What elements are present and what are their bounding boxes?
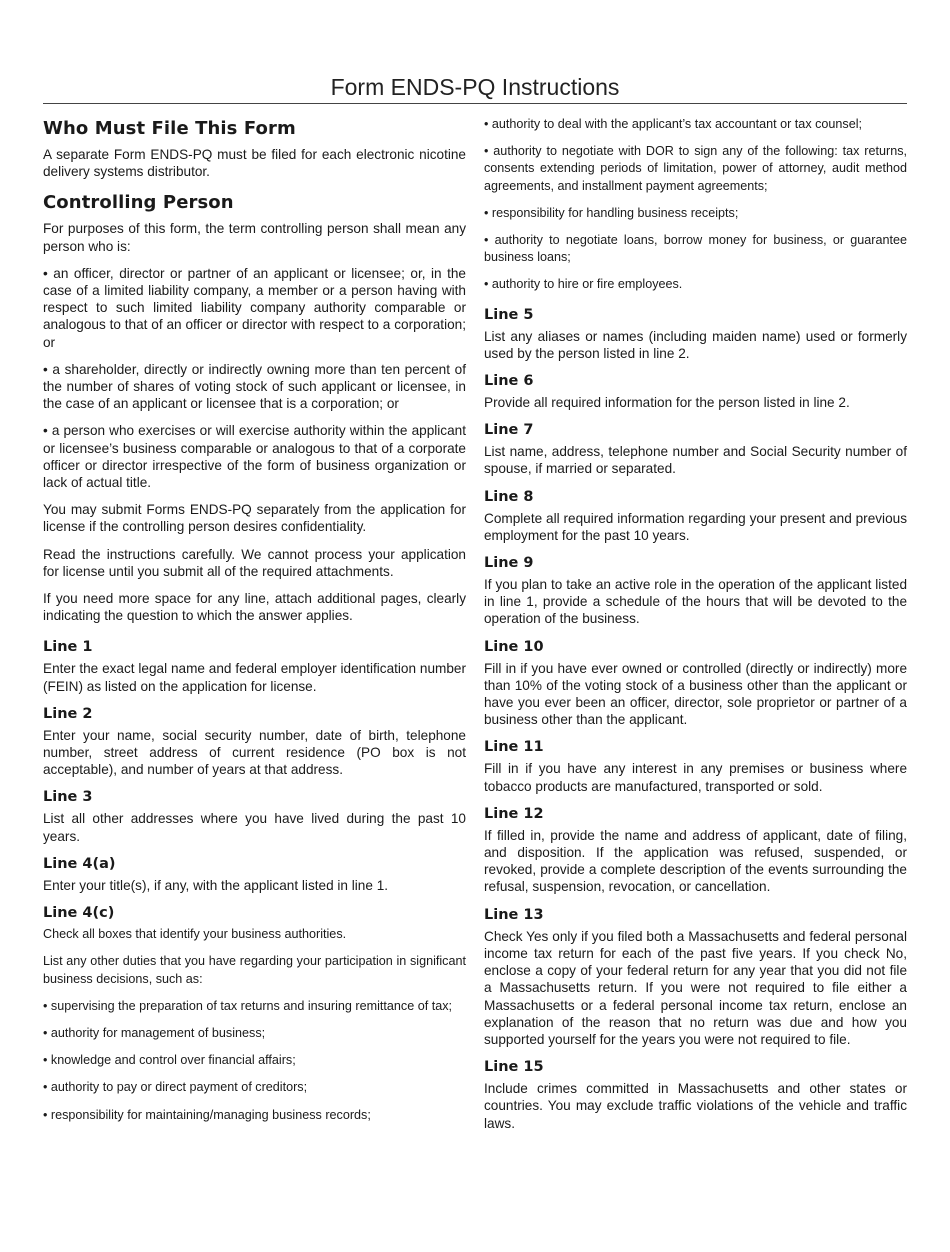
who-must-file-heading: Who Must File This Form	[43, 118, 296, 139]
line-13-heading: Line 13	[484, 906, 544, 923]
line-9-section	[484, 554, 907, 628]
line-3-text: List all other addresses where you have lived during the past 10 years.	[43, 811, 466, 844]
line-7-text: List name, address, telephone number and Social Security number of spouse, if married or separated.	[484, 444, 907, 477]
controlling-person-intro: For purposes of this form, the term controlling person shall mean any person who is:	[43, 221, 466, 254]
who-must-file-text: A separate Form ENDS-PQ must be filed for each electronic nicotine delivery systems distributor.	[43, 147, 466, 180]
duty-bullet-negotiate-dor: • authority to negotiate with DOR to sign any of the following: tax returns, consents extending periods of limitation, power of attorney, audit method agreements, and installment payment agreements;	[484, 144, 907, 193]
confidentiality-note: You may submit Forms ENDS-PQ separately from the application for license if the controlling person desires confidentiality.	[43, 502, 466, 535]
line-2-section	[43, 705, 466, 779]
line-6-section	[484, 372, 907, 411]
controlling-person-bullet-authority: • a person who exercises or will exercise authority within the applicant or licensee’s business comparable or analogous to that of a corporate officer or director irrespective of the form of business organization or lack of actual title.	[43, 423, 466, 491]
controlling-person-bullet-officer: • an officer, director or partner of an applicant or licensee; or, in the case of a limited liability company, a member or a person having with respect to such limited liability company authority comparable or analogous to that of an officer or director with respect to a corporation; or	[43, 265, 466, 350]
line-11-heading: Line 11	[484, 739, 544, 756]
line-4c-section	[43, 904, 466, 1124]
line-4c-heading: Line 4(c)	[43, 905, 115, 922]
line-15-heading: Line 15	[484, 1059, 544, 1076]
line-11-text: Fill in if you have any interest in any premises or business where tobacco products are manufactured, transported or sold.	[484, 761, 907, 794]
line-12-section	[484, 805, 907, 896]
line-1-heading: Line 1	[43, 639, 93, 656]
line-4c-check-boxes: Check all boxes that identify your business authorities.	[43, 927, 347, 942]
duty-bullet-management: • authority for management of business;	[43, 1025, 266, 1040]
line-13-section	[484, 906, 907, 1048]
line-3-heading: Line 3	[43, 789, 93, 806]
duty-bullet-tax-returns: • supervising the preparation of tax returns and insuring remittance of tax;	[43, 998, 453, 1013]
duty-bullet-hire-fire: • authority to hire or fire employees.	[484, 277, 683, 292]
line-7-heading: Line 7	[484, 422, 534, 439]
line-10-text: Fill in if you have ever owned or controlled (directly or indirectly) more than 10% of the voting stock of a business other than the applicant or have you ever been an officer, director, sole proprietor or partner of a business other than the applicant.	[484, 660, 907, 728]
line-5-heading: Line 5	[484, 306, 534, 323]
left-column	[43, 116, 466, 1134]
line-7-section	[484, 421, 907, 477]
line-9-text: If you plan to take an active role in the operation of the applicant listed in line 1, provide a schedule of the hours that will be devoted to the operation of the business.	[484, 577, 907, 627]
line-8-section	[484, 488, 907, 544]
duty-bullet-records: • responsibility for maintaining/managing business records;	[43, 1107, 371, 1122]
line-4a-heading: Line 4(a)	[43, 855, 116, 872]
line-10-heading: Line 10	[484, 638, 544, 655]
line-15-text: Include crimes committed in Massachusetts and other states or countries. You may exclude traffic violations of the vehicle and traffic laws.	[484, 1081, 907, 1131]
line-1-section	[43, 638, 466, 694]
line-11-section	[484, 738, 907, 794]
line-8-text: Complete all required information regarding your present and previous employment for the past 10 years.	[484, 510, 907, 543]
line-5-section	[484, 306, 907, 362]
line-5-text: List any aliases or names (including maiden name) used or formerly used by the person listed in line 2.	[484, 328, 907, 361]
duty-bullet-business-receipts: • responsibility for handling business receipts;	[484, 205, 739, 220]
duty-bullet-creditors: • authority to pay or direct payment of creditors;	[43, 1080, 308, 1095]
line-1-text: Enter the exact legal name and federal employer identification number (FEIN) as listed on the application for license.	[43, 661, 466, 694]
line-6-text: Provide all required information for the person listed in line 2.	[484, 395, 850, 411]
duty-bullet-tax-accountant: • authority to deal with the applicant’s tax accountant or tax counsel;	[484, 117, 863, 131]
page-title: Form ENDS-PQ Instructions	[43, 72, 907, 104]
controlling-person-heading: Controlling Person	[43, 192, 234, 214]
line-3-section	[43, 788, 466, 844]
line-4a-section	[43, 855, 466, 894]
read-instructions-note: Read the instructions carefully. We cannot process your application for license until you submit all of the required attachments.	[43, 546, 466, 579]
line-2-heading: Line 2	[43, 705, 93, 722]
line-8-heading: Line 8	[484, 488, 534, 505]
right-column	[484, 116, 907, 1142]
line-9-heading: Line 9	[484, 555, 534, 572]
line-4c-other-duties: List any other duties that you have regarding your participation in significant business decisions, such as:	[43, 954, 466, 986]
line-6-heading: Line 6	[484, 373, 534, 390]
line-2-text: Enter your name, social security number, date of birth, telephone number, street address of current residence (PO box is not acceptable), and number of years at that address.	[43, 727, 466, 778]
line-10-section	[484, 638, 907, 729]
duty-bullet-loans: • authority to negotiate loans, borrow money for business, or guarantee business loans;	[484, 233, 907, 265]
line-15-section	[484, 1058, 907, 1132]
more-space-note: If you need more space for any line, attach additional pages, clearly indicating the question to which the answer applies.	[43, 591, 466, 624]
duty-bullet-financial-affairs: • knowledge and control over financial affairs;	[43, 1053, 296, 1068]
line-12-heading: Line 12	[484, 805, 544, 822]
line-13-text: Check Yes only if you filed both a Massachusetts and federal personal income tax return for each of the past five years. If you check No, enclose a copy of your federal return for any year that you did not file a Massachusetts return. If you were not required to file either a Massachusetts or a federal personal income tax return, enclose an explanation of the reason that no return was due and how you supported yourself for the years you were not required to file.	[484, 928, 907, 1047]
line-4a-text: Enter your title(s), if any, with the applicant listed in line 1.	[43, 877, 389, 893]
controlling-person-bullet-shareholder: • a shareholder, directly or indirectly owning more than ten percent of the number of shares of voting stock of such applicant or licensee, in the case of an applicant or licensee that is a corporation; or	[43, 361, 466, 412]
line-12-text: If filled in, provide the name and address of applicant, date of filing, and disposition. If the application was refused, suspended, or revoked, provide a complete description of the events surrounding the refusal, suspension, revocation, or cancellation.	[484, 827, 907, 895]
